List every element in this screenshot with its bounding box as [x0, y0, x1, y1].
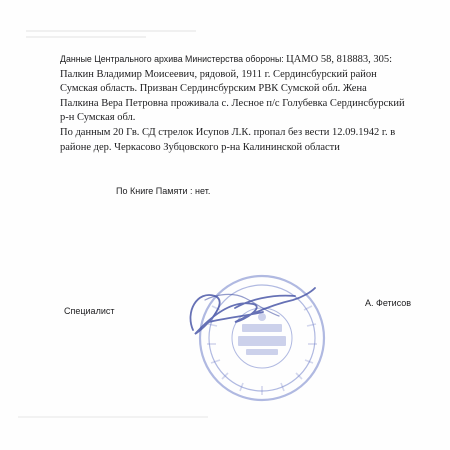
paragraph-line [60, 52, 420, 68]
division-data-paragraph [60, 126, 420, 155]
memory-book-value: нет. [195, 186, 211, 196]
paragraph-line: Сумская область. Призван Сердинсбурским РВК Сумской обл. Жена [60, 83, 367, 94]
paragraph-line: Палкина Вера Петровна проживала с. Лесное п/с Голубевка Сердинсбурский [60, 97, 405, 109]
archive-data-paragraph [60, 52, 420, 126]
faint-footer [18, 416, 218, 426]
archive-reference: ЦАМО 58, 818883, 305: [286, 54, 393, 65]
paragraph-line: р-н Сумская обл. [60, 112, 136, 123]
archive-lead-text: Данные Центрального архива Министерства обороны: [60, 54, 287, 64]
memory-book-line [116, 186, 210, 196]
signer-name: А. Фетисов [365, 298, 412, 308]
signature-icon [175, 282, 320, 352]
paragraph-line: районе дер. Черкасово Зубцовского р-на Калининской области [60, 141, 340, 153]
paragraph-line: По данным 20 Гв. СД стрелок Исупов Л.К. пропал без вести 12.09.1942 г. в [60, 127, 396, 138]
memory-book-label: По Книге Памяти [116, 186, 188, 196]
faint-letterhead [26, 30, 206, 46]
specialist-label: Специалист [64, 306, 115, 316]
paragraph-line: Палкин Владимир Моисеевич, рядовой, 1911 г. Сердинсбурский район [60, 68, 377, 80]
memory-book-separator: : [187, 186, 196, 196]
